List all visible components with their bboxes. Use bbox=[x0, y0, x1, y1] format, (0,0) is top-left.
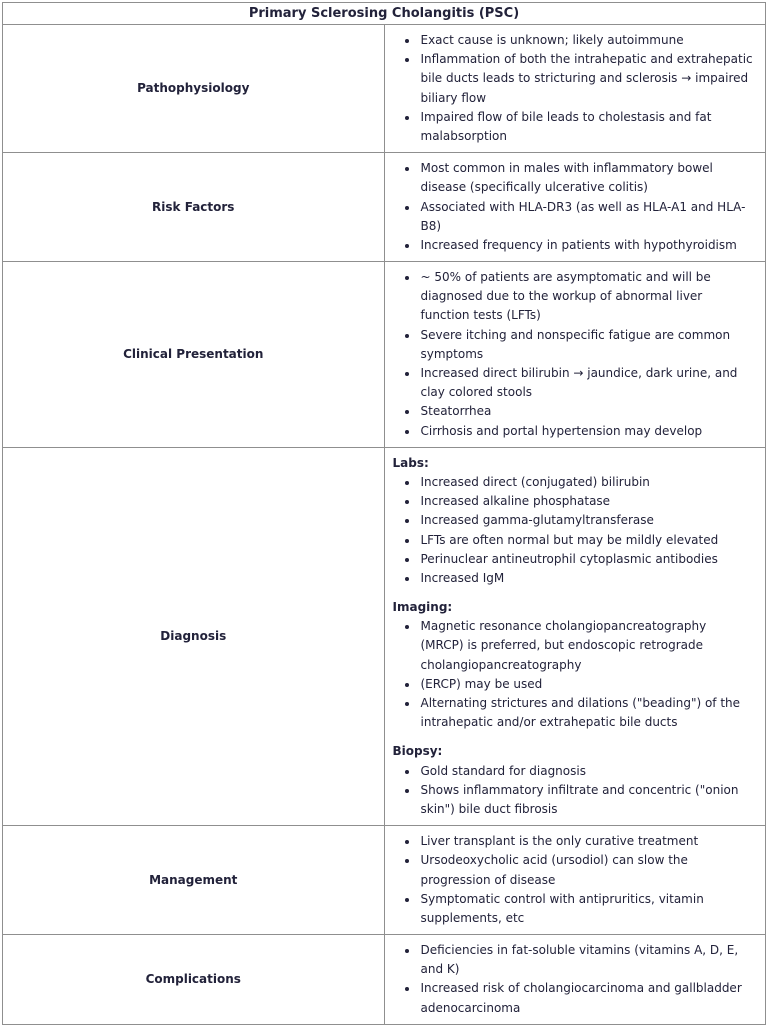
bullet-list bbox=[393, 31, 754, 146]
section-heading-labs: Labs: bbox=[392, 455, 429, 470]
bullet-item: • Alternating strictures and dilations ("beading") of the intrahepatic and/or extrahepatic bile ducts bbox=[419, 694, 754, 732]
bullet-item: • ~ 50% of patients are asymptomatic and will be diagnosed due to the workup of abnormal liver function tests (LFTs) bbox=[419, 268, 754, 326]
bullet-section bbox=[393, 268, 754, 441]
bullet-section bbox=[393, 941, 754, 1018]
table-row bbox=[3, 262, 766, 448]
row-label-pathophysiology: Pathophysiology bbox=[3, 25, 385, 153]
psc-reference-table bbox=[2, 2, 766, 1025]
bullet-item: • Liver transplant is the only curative treatment bbox=[419, 832, 754, 851]
bullet-list bbox=[393, 268, 754, 441]
row-label-diagnosis: Diagnosis bbox=[3, 447, 385, 825]
bullet-item: • Most common in males with inflammatory bowel disease (specifically ulcerative colitis) bbox=[419, 159, 754, 197]
row-content-management bbox=[384, 826, 766, 935]
bullet-item: • Increased gamma-glutamyltransferase bbox=[419, 511, 754, 530]
section-heading-biopsy: Biopsy: bbox=[392, 744, 443, 759]
bullet-section bbox=[393, 832, 754, 928]
bullet-section bbox=[393, 159, 754, 255]
row-label-complications: Complications bbox=[3, 935, 385, 1025]
bullet-list bbox=[393, 617, 754, 732]
table-row bbox=[3, 153, 766, 262]
bullet-list bbox=[393, 159, 754, 255]
bullet-item: • Increased alkaline phosphatase bbox=[419, 492, 754, 511]
bullet-item: • Severe itching and nonspecific fatigue are common symptoms bbox=[419, 326, 754, 364]
table-row bbox=[3, 935, 766, 1025]
row-label-clinical-presentation: Clinical Presentation bbox=[3, 262, 385, 448]
section-heading-imaging: Imaging: bbox=[392, 600, 453, 615]
row-content-complications bbox=[384, 935, 766, 1025]
bullet-item: • Increased IgM bbox=[419, 569, 754, 588]
bullet-item: • Perinuclear antineutrophil cytoplasmic antibodies bbox=[419, 550, 754, 569]
bullet-item: • Shows inflammatory infiltrate and concentric ("onion skin") bile duct fibrosis bbox=[419, 781, 754, 819]
table-row bbox=[3, 25, 766, 153]
page-title: Primary Sclerosing Cholangitis (PSC) bbox=[3, 3, 766, 25]
bullet-list bbox=[393, 762, 754, 820]
bullet-item: • Increased direct bilirubin → jaundice, dark urine, and clay colored stools bbox=[419, 364, 754, 402]
bullet-item: • LFTs are often normal but may be mildly elevated bbox=[419, 531, 754, 550]
row-content-clinical-presentation bbox=[384, 262, 766, 448]
bullet-item: • Gold standard for diagnosis bbox=[419, 762, 754, 781]
table-row bbox=[3, 447, 766, 825]
bullet-item: • Steatorrhea bbox=[419, 402, 754, 421]
table-header-row bbox=[3, 3, 766, 25]
bullet-item: • Increased frequency in patients with hypothyroidism bbox=[419, 236, 754, 255]
row-content-risk-factors bbox=[384, 153, 766, 262]
row-content-diagnosis bbox=[384, 447, 766, 825]
bullet-item: • Symptomatic control with antipruritics, vitamin supplements, etc bbox=[419, 890, 754, 928]
bullet-item: • Cirrhosis and portal hypertension may develop bbox=[419, 422, 754, 441]
bullet-list bbox=[393, 832, 754, 928]
bullet-item: • Exact cause is unknown; likely autoimmune bbox=[419, 31, 754, 50]
bullet-item: • Associated with HLA-DR3 (as well as HLA-A1 and HLA-B8) bbox=[419, 198, 754, 236]
row-label-management: Management bbox=[3, 826, 385, 935]
bullet-list bbox=[393, 473, 754, 588]
bullet-section-labs bbox=[393, 454, 754, 588]
bullet-section-biopsy bbox=[393, 742, 754, 819]
bullet-item: • Deficiencies in fat-soluble vitamins (vitamins A, D, E, and K) bbox=[419, 941, 754, 979]
bullet-item: • (ERCP) may be used bbox=[419, 675, 754, 694]
bullet-item: • Magnetic resonance cholangiopancreatography (MRCP) is preferred, but endoscopic retrograde cholangiopancreatography bbox=[419, 617, 754, 675]
row-content-pathophysiology bbox=[384, 25, 766, 153]
bullet-section bbox=[393, 31, 754, 146]
bullet-item: • Increased risk of cholangiocarcinoma and gallbladder adenocarcinoma bbox=[419, 979, 754, 1017]
bullet-item: • Impaired flow of bile leads to cholestasis and fat malabsorption bbox=[419, 108, 754, 146]
bullet-list bbox=[393, 941, 754, 1018]
bullet-item: • Ursodeoxycholic acid (ursodiol) can slow the progression of disease bbox=[419, 851, 754, 889]
bullet-item: • Increased direct (conjugated) bilirubin bbox=[419, 473, 754, 492]
bullet-section-imaging bbox=[393, 598, 754, 732]
table-row bbox=[3, 826, 766, 935]
bullet-item: • Inflammation of both the intrahepatic and extrahepatic bile ducts leads to stricturing and sclerosis → impaired biliary flow bbox=[419, 50, 754, 108]
row-label-risk-factors: Risk Factors bbox=[3, 153, 385, 262]
